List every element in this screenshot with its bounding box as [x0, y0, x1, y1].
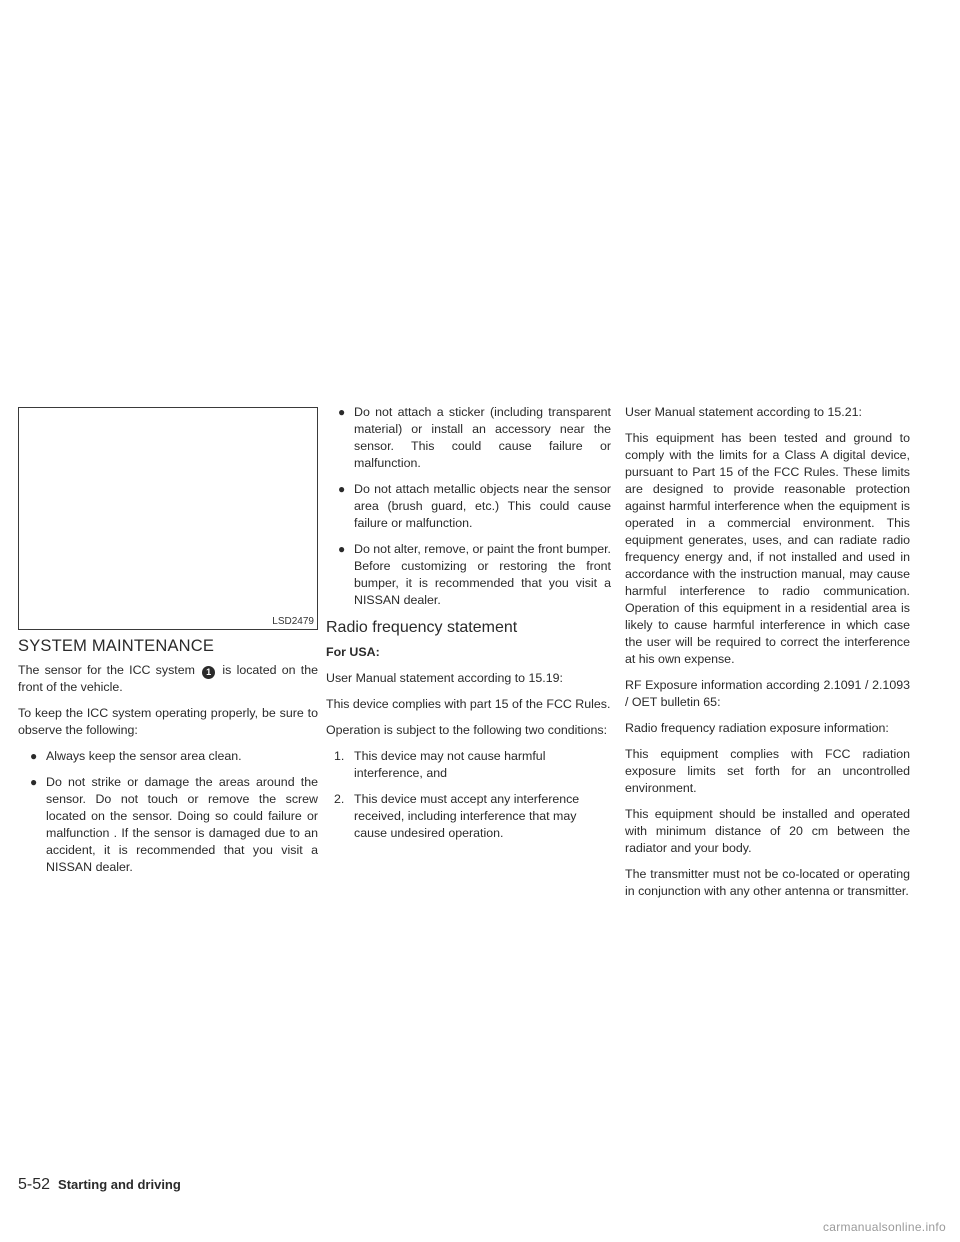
figure-placeholder	[18, 407, 318, 630]
paragraph: User Manual statement according to 15.19:	[326, 671, 563, 685]
watermark: carmanualsonline.info	[822, 1220, 946, 1234]
maintenance-list-1	[18, 748, 318, 876]
radio-section-title: Radio frequency statement	[326, 619, 518, 636]
list-item: ● Do not alter, remove, or paint the front bumper. Before customizing or restoring the front bumper, it is recommended that you visit a NISSAN dealer.	[338, 542, 611, 607]
paragraph: This equipment should be installed and operated with minimum distance of 20 cm between the radiator and your body.	[625, 807, 910, 855]
for-usa-heading: For USA:	[326, 645, 380, 659]
paragraph: This equipment has been tested and ground to comply with the limits for a Class A digital device, pursuant to Part 15 of the FCC Rules. These limits are designed to provide reasonable protection against harmful interference when the equipment is operated in a commercial environment. This equipment generates, uses, and can radiate radio frequency energy and, if not installed and used in accordance with the instruction manual, may cause harmful interference to radio communication. Operation of this equipment in a residential area is likely to cause harmful interference in which case the user will be required to correct the interference at his own expense.	[625, 431, 910, 666]
callout-marker: 1	[202, 666, 215, 679]
list-item: ● Always keep the sensor area clean.	[30, 749, 242, 763]
paragraph: This device complies with part 15 of the FCC Rules.	[326, 697, 611, 711]
paragraph-observe: To keep the ICC system operating properly, be sure to observe the following:	[18, 706, 318, 737]
column-2	[326, 404, 611, 851]
list-item: ● Do not attach metallic objects near the sensor area (brush guard, etc.) This could cause failure or malfunction.	[338, 482, 611, 530]
paragraph: The transmitter must not be co-located or operating in conjunction with any other antenna or transmitter.	[625, 867, 910, 898]
page-footer	[18, 1176, 181, 1193]
figure-label: LSD2479	[272, 616, 314, 627]
paragraph: This equipment complies with FCC radiation exposure limits set forth for an uncontrolled environment.	[625, 747, 910, 795]
list-item: ● Do not attach a sticker (including transparent material) or install an accessory near the sensor. This could cause failure or malfunction.	[338, 405, 611, 470]
list-item: 2. This device must accept any interference received, including interference that may cause undesired operation.	[334, 792, 580, 840]
maintenance-list-2	[326, 404, 611, 609]
column-3	[625, 404, 910, 909]
conditions-list	[326, 748, 611, 842]
page-number: 5-52	[18, 1176, 51, 1193]
paragraph: RF Exposure information according 2.1091 / 2.1093 / OET bulletin 65:	[625, 678, 910, 709]
paragraph: Radio frequency radiation exposure information:	[625, 721, 889, 735]
column-1	[18, 662, 318, 885]
list-item: 1. This device may not cause harmful interference, and	[334, 749, 546, 780]
chapter-title: Starting and driving	[58, 1177, 181, 1192]
paragraph: Operation is subject to the following two conditions:	[326, 723, 608, 737]
paragraph: User Manual statement according to 15.21:	[625, 405, 862, 419]
list-item: ● Do not strike or damage the areas around the sensor. Do not touch or remove the screw located on the sensor. Doing so could failure or malfunction . If the sensor is damaged due to an accident, it is recommended that you visit a NISSAN dealer.	[30, 775, 318, 874]
section-title: SYSTEM MAINTENANCE	[18, 637, 215, 655]
paragraph-sensor-location: The sensor for the ICC system 1 is located on the front of the vehicle.	[18, 663, 318, 694]
